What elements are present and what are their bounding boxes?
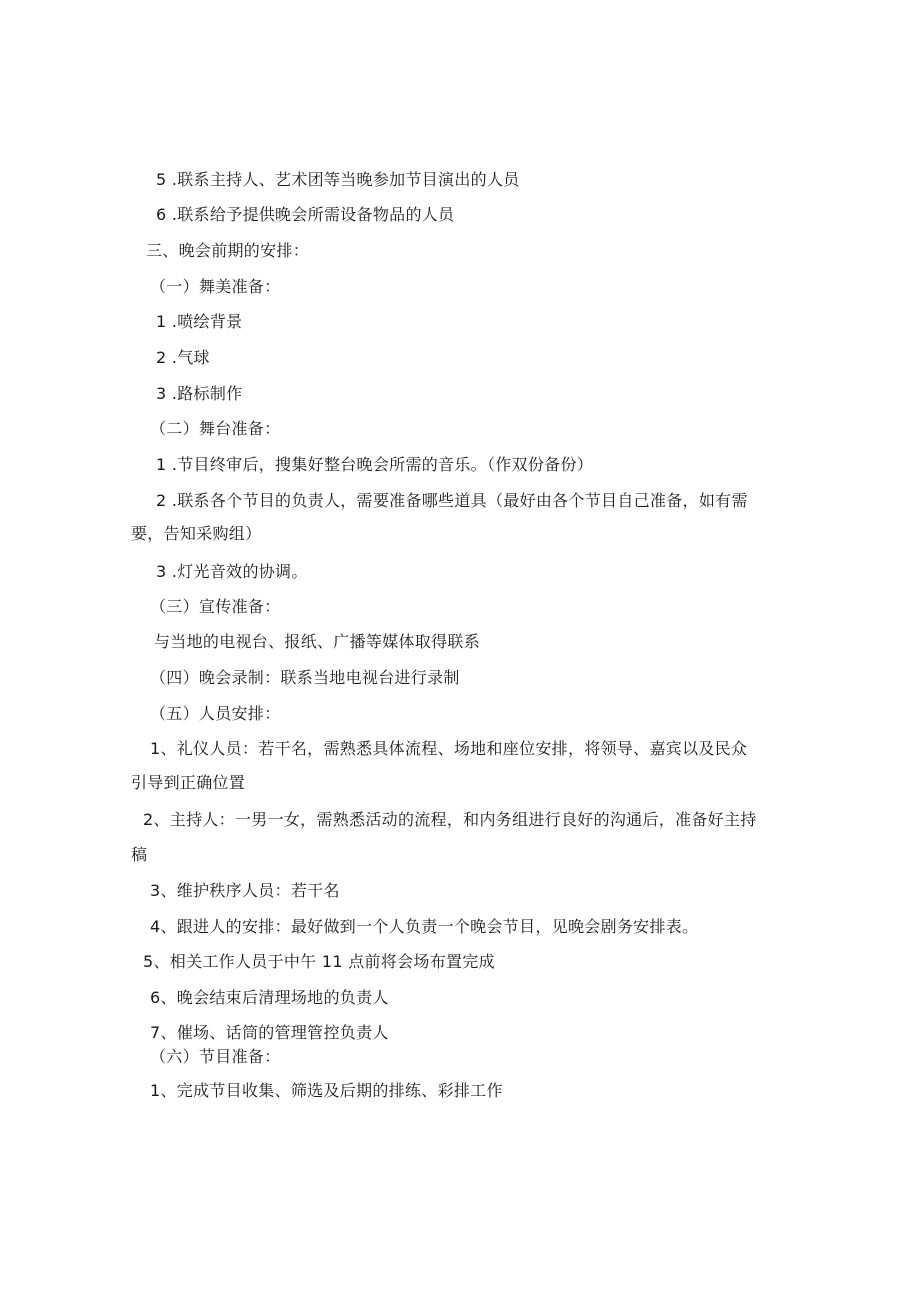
- section-3-heading: 三、晚会前期的安排：: [146, 241, 310, 260]
- subsection-3-heading: （三）宣传准备：: [150, 597, 281, 616]
- staff-item-1-cont: 引导到正确位置: [131, 773, 246, 792]
- item-5-contact-hosts: 5 .联系主持人、艺术团等当晚参加节目演出的人员: [156, 170, 520, 189]
- stage-prep-item-2: 2 .联系各个节目的负责人，需要准备哪些道具（最好由各个节目自己准备，如有需: [156, 491, 748, 510]
- subsection-6-heading: （六）节目准备：: [150, 1047, 281, 1066]
- stage-art-item-3: 3 .路标制作: [156, 384, 243, 403]
- staff-item-5: 5、相关工作人员于中午 11 点前将会场布置完成: [143, 952, 495, 971]
- staff-item-6: 6、晚会结束后清理场地的负责人: [150, 988, 389, 1007]
- stage-prep-item-1: 1 .节目终审后，搜集好整台晚会所需的音乐。（作双份备份）: [156, 455, 594, 474]
- staff-item-1: 1、礼仪人员：若干名，需熟悉具体流程、场地和座位安排，将领导、嘉宾以及民众: [150, 739, 748, 758]
- stage-art-item-2: 2 .气球: [156, 348, 210, 367]
- staff-item-2: 2、主持人：一男一女，需熟悉活动的流程，和内务组进行良好的沟通后，准备好主持: [143, 810, 757, 829]
- staff-item-3: 3、维护秩序人员：若干名: [150, 881, 340, 900]
- subsection-5-heading: （五）人员安排：: [150, 704, 281, 723]
- subsection-4-heading: （四）晚会录制：联系当地电视台进行录制: [150, 668, 460, 687]
- item-6-contact-equipment: 6 .联系给予提供晚会所需设备物品的人员: [156, 205, 455, 224]
- staff-item-7: 7、催场、话筒的管理管控负责人: [150, 1023, 389, 1042]
- subsection-2-heading: （二）舞台准备：: [150, 419, 281, 438]
- staff-item-2-cont: 稿: [131, 845, 148, 864]
- program-item-1: 1、完成节目收集、筛选及后期的排练、彩排工作: [150, 1081, 503, 1100]
- stage-prep-item-3: 3 .灯光音效的协调。: [156, 562, 308, 581]
- publicity-text: 与当地的电视台、报纸、广播等媒体取得联系: [154, 632, 481, 651]
- staff-item-4: 4、跟进人的安排：最好做到一个人负责一个晚会节目，见晚会剧务安排表。: [150, 917, 699, 936]
- stage-prep-item-2-cont: 要，告知采购组）: [131, 524, 262, 543]
- subsection-1-heading: （一）舞美准备：: [150, 277, 281, 296]
- stage-art-item-1: 1 .喷绘背景: [156, 312, 243, 331]
